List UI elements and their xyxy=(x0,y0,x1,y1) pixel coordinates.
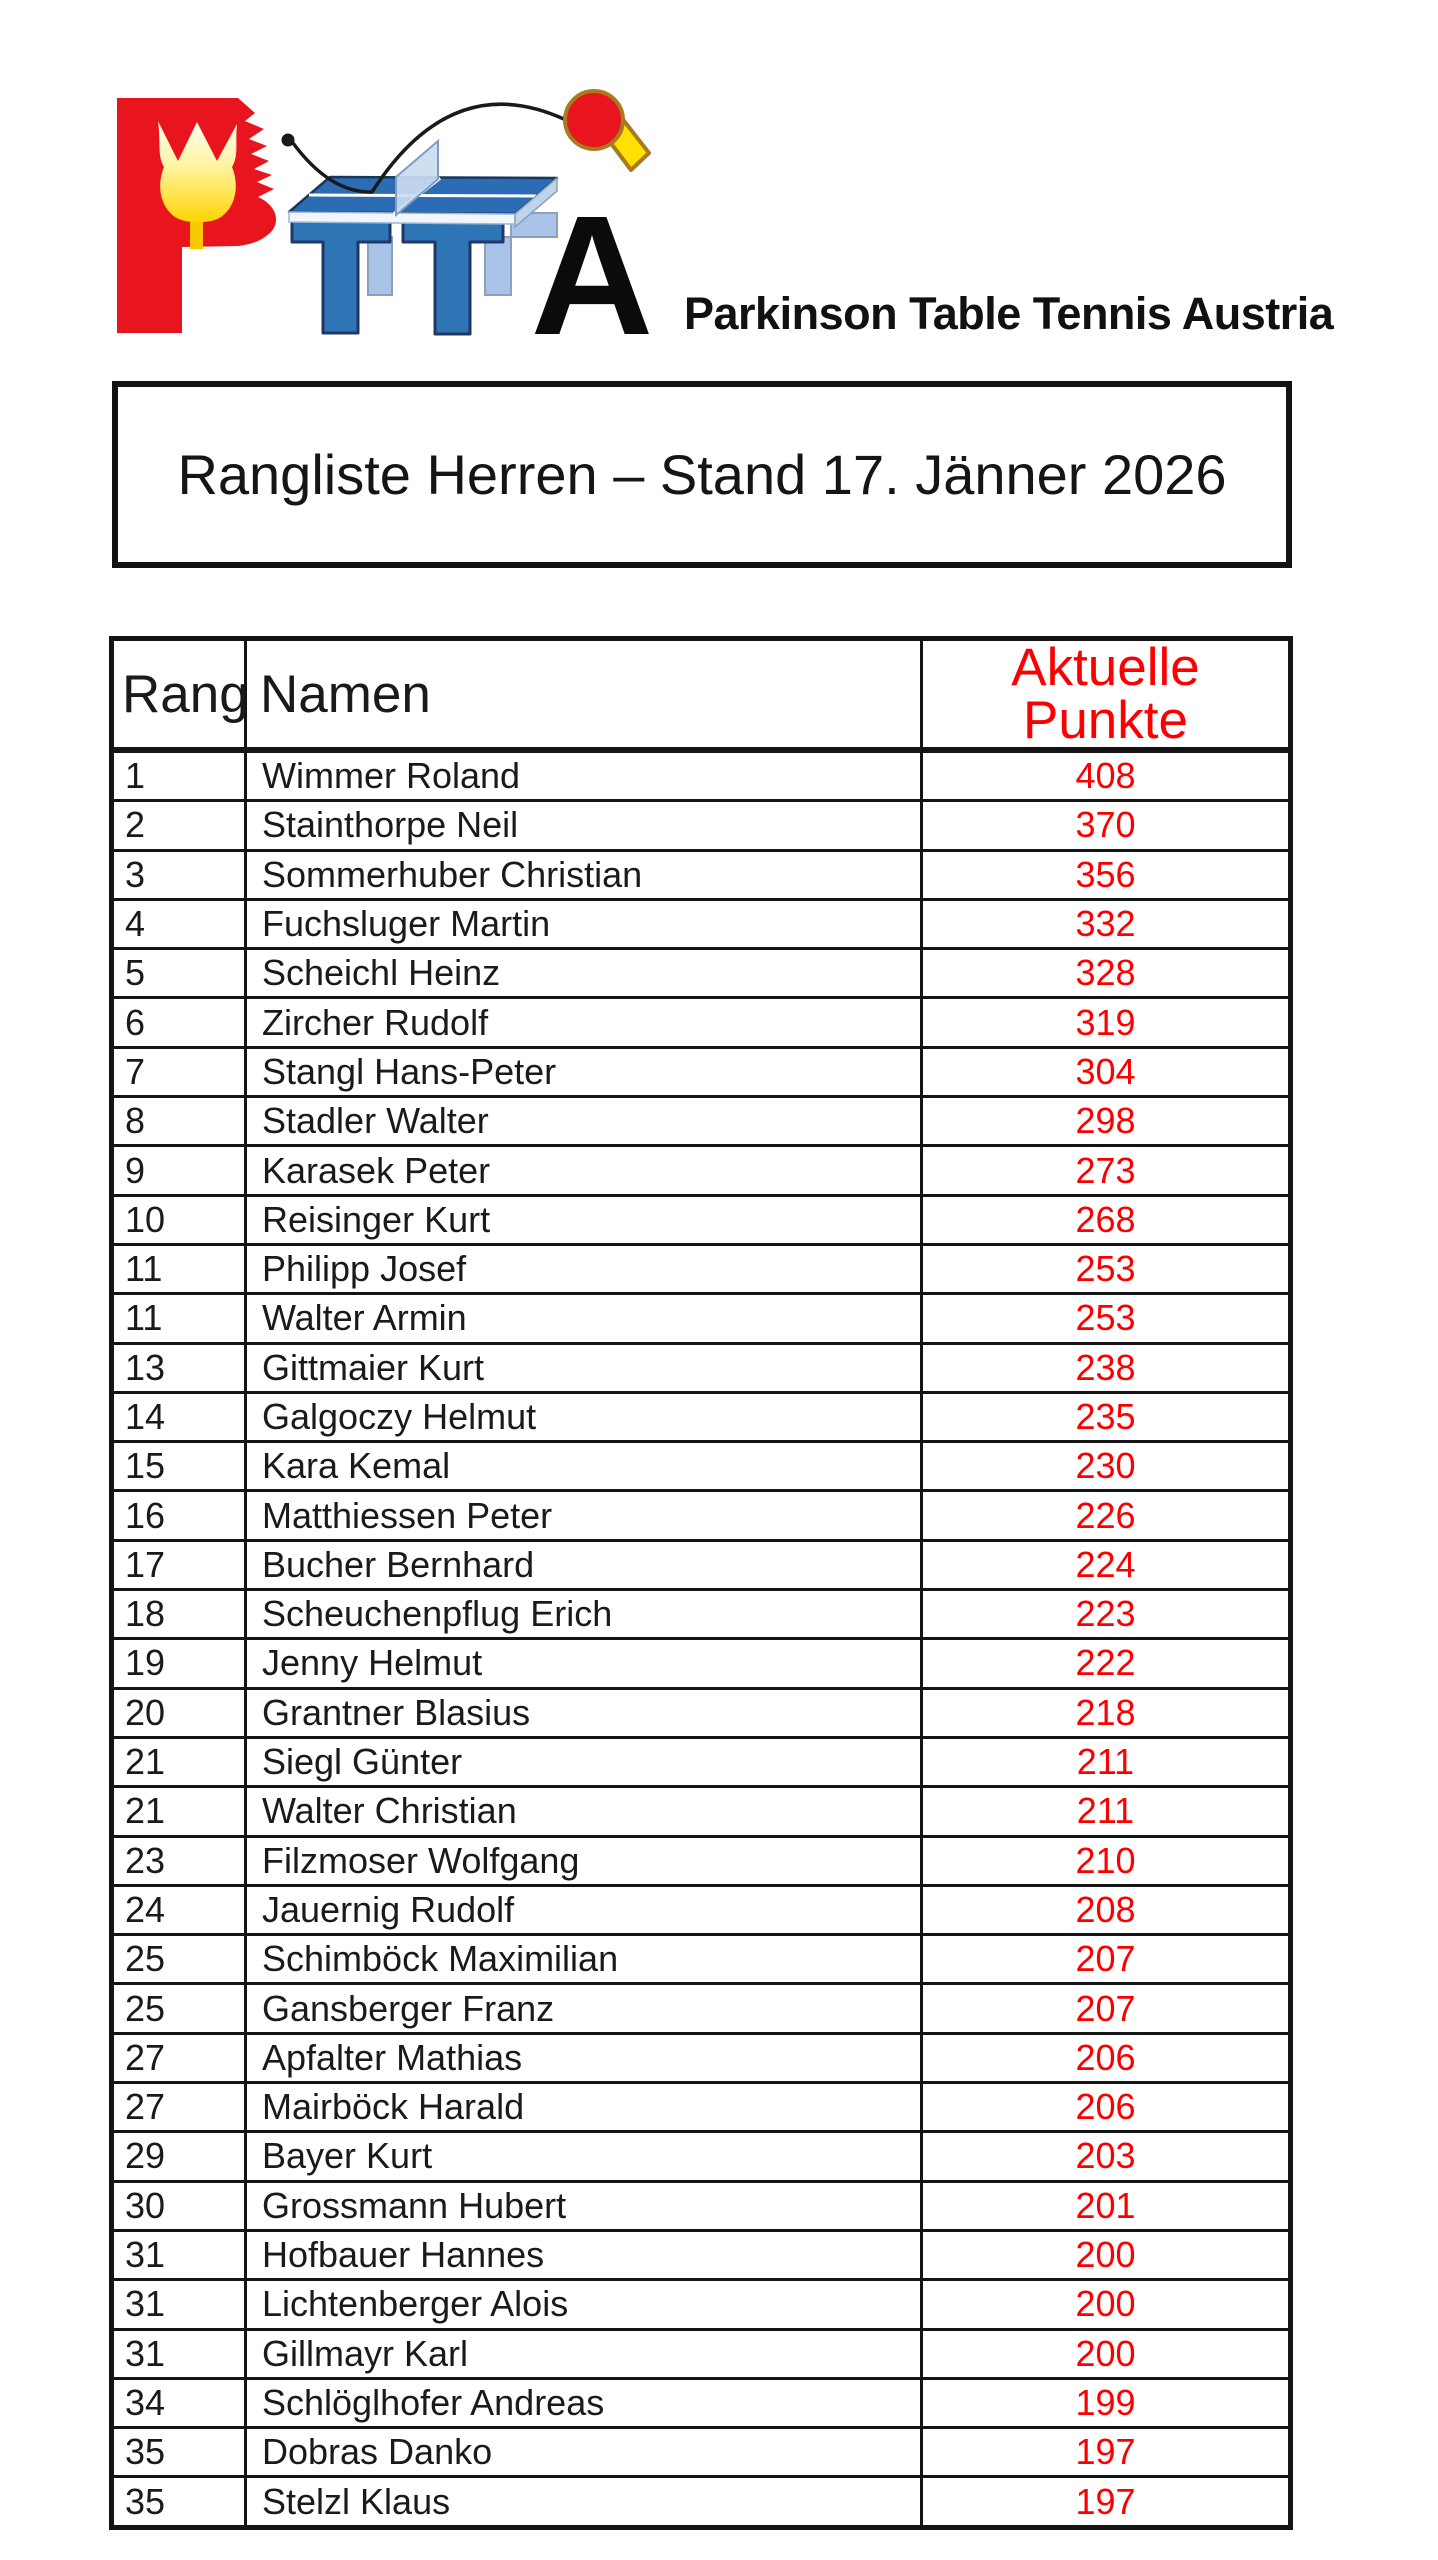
rank-cell: 11 xyxy=(112,1244,246,1293)
rank-cell: 9 xyxy=(112,1146,246,1195)
table-row xyxy=(112,2083,1291,2132)
points-cell: 203 xyxy=(922,2132,1291,2181)
points-cell: 222 xyxy=(922,1639,1291,1688)
points-cell: 235 xyxy=(922,1392,1291,1441)
points-cell: 224 xyxy=(922,1540,1291,1589)
name-cell: Siegl Günter xyxy=(246,1737,922,1786)
table-row xyxy=(112,2132,1291,2181)
points-cell: 207 xyxy=(922,1984,1291,2033)
rank-cell: 35 xyxy=(112,2477,246,2527)
name-cell: Stangl Hans-Peter xyxy=(246,1047,922,1096)
rank-cell: 15 xyxy=(112,1442,246,1491)
points-cell: 253 xyxy=(922,1244,1291,1293)
table-row xyxy=(112,1244,1291,1293)
rank-cell: 11 xyxy=(112,1294,246,1343)
name-cell: Bayer Kurt xyxy=(246,2132,922,2181)
name-cell: Gittmaier Kurt xyxy=(246,1343,922,1392)
points-cell: 218 xyxy=(922,1688,1291,1737)
name-cell: Gillmayr Karl xyxy=(246,2329,922,2378)
table-row xyxy=(112,1146,1291,1195)
table-row xyxy=(112,1639,1291,1688)
table-row xyxy=(112,2181,1291,2230)
points-cell: 268 xyxy=(922,1195,1291,1244)
table-row xyxy=(112,2033,1291,2082)
rank-cell: 10 xyxy=(112,1195,246,1244)
ranking-table-body xyxy=(112,750,1291,2527)
rank-cell: 30 xyxy=(112,2181,246,2230)
table-row xyxy=(112,1097,1291,1146)
name-cell: Hofbauer Hannes xyxy=(246,2230,922,2279)
rank-cell: 6 xyxy=(112,998,246,1047)
rank-cell: 5 xyxy=(112,949,246,998)
rank-cell: 29 xyxy=(112,2132,246,2181)
rank-cell: 17 xyxy=(112,1540,246,1589)
name-cell: Zircher Rudolf xyxy=(246,998,922,1047)
table-header-row xyxy=(112,639,1291,751)
rank-cell: 35 xyxy=(112,2428,246,2477)
ranking-table xyxy=(109,636,1293,2530)
points-cell: 226 xyxy=(922,1491,1291,1540)
rank-cell: 14 xyxy=(112,1392,246,1441)
rank-cell: 25 xyxy=(112,1935,246,1984)
table-row xyxy=(112,1590,1291,1639)
table-row xyxy=(112,1737,1291,1786)
table-row xyxy=(112,2378,1291,2427)
points-cell: 206 xyxy=(922,2033,1291,2082)
table-row xyxy=(112,899,1291,948)
name-cell: Jenny Helmut xyxy=(246,1639,922,1688)
name-cell: Schlöglhofer Andreas xyxy=(246,2378,922,2427)
name-cell: Gansberger Franz xyxy=(246,1984,922,2033)
table-row xyxy=(112,2477,1291,2527)
rank-cell: 19 xyxy=(112,1639,246,1688)
name-cell: Lichtenberger Alois xyxy=(246,2280,922,2329)
page-title: Rangliste Herren – Stand 17. Jänner 2026 xyxy=(177,443,1227,506)
rank-cell: 25 xyxy=(112,1984,246,2033)
rank-cell: 13 xyxy=(112,1343,246,1392)
points-cell: 253 xyxy=(922,1294,1291,1343)
name-cell: Wimmer Roland xyxy=(246,750,922,801)
column-header-rang: Rang xyxy=(112,639,246,751)
column-header-aktuelle-punkte: Aktuelle Punkte xyxy=(922,639,1291,751)
rank-cell: 20 xyxy=(112,1688,246,1737)
table-row xyxy=(112,2329,1291,2378)
name-cell: Walter Armin xyxy=(246,1294,922,1343)
name-cell: Grantner Blasius xyxy=(246,1688,922,1737)
points-cell: 332 xyxy=(922,899,1291,948)
table-row xyxy=(112,2230,1291,2279)
rank-cell: 34 xyxy=(112,2378,246,2427)
rank-cell: 23 xyxy=(112,1836,246,1885)
name-cell: Stelzl Klaus xyxy=(246,2477,922,2527)
rank-cell: 4 xyxy=(112,899,246,948)
table-row xyxy=(112,1392,1291,1441)
table-row xyxy=(112,1294,1291,1343)
table-row xyxy=(112,1935,1291,1984)
name-cell: Matthiessen Peter xyxy=(246,1491,922,1540)
table-row xyxy=(112,1195,1291,1244)
table-row xyxy=(112,1885,1291,1934)
points-cell: 223 xyxy=(922,1590,1291,1639)
brand-text: Parkinson Table Tennis Austria xyxy=(684,288,1334,339)
rank-cell: 3 xyxy=(112,850,246,899)
ptta-logo xyxy=(100,85,660,340)
ball-icon xyxy=(282,134,295,147)
name-cell: Jauernig Rudolf xyxy=(246,1885,922,1934)
table-row xyxy=(112,949,1291,998)
name-cell: Walter Christian xyxy=(246,1787,922,1836)
table-row xyxy=(112,1984,1291,2033)
letter-a: A xyxy=(530,181,654,340)
table-row xyxy=(112,850,1291,899)
points-cell: 201 xyxy=(922,2181,1291,2230)
rank-cell: 24 xyxy=(112,1885,246,1934)
table-row xyxy=(112,2428,1291,2477)
rank-cell: 31 xyxy=(112,2329,246,2378)
points-cell: 197 xyxy=(922,2477,1291,2527)
table-row xyxy=(112,1540,1291,1589)
points-cell: 356 xyxy=(922,850,1291,899)
column-header-namen: Namen xyxy=(246,639,922,751)
points-cell: 197 xyxy=(922,2428,1291,2477)
name-cell: Filzmoser Wolfgang xyxy=(246,1836,922,1885)
table-row xyxy=(112,1047,1291,1096)
table-row xyxy=(112,1787,1291,1836)
rank-cell: 2 xyxy=(112,801,246,850)
name-cell: Dobras Danko xyxy=(246,2428,922,2477)
table-row xyxy=(112,1491,1291,1540)
name-cell: Karasek Peter xyxy=(246,1146,922,1195)
points-cell: 200 xyxy=(922,2230,1291,2279)
name-cell: Fuchsluger Martin xyxy=(246,899,922,948)
rank-cell: 31 xyxy=(112,2230,246,2279)
name-cell: Scheichl Heinz xyxy=(246,949,922,998)
points-cell: 208 xyxy=(922,1885,1291,1934)
name-cell: Bucher Bernhard xyxy=(246,1540,922,1589)
name-cell: Galgoczy Helmut xyxy=(246,1392,922,1441)
table-row xyxy=(112,1343,1291,1392)
points-cell: 298 xyxy=(922,1097,1291,1146)
points-cell: 206 xyxy=(922,2083,1291,2132)
points-cell: 211 xyxy=(922,1737,1291,1786)
name-cell: Kara Kemal xyxy=(246,1442,922,1491)
table-row xyxy=(112,2280,1291,2329)
name-cell: Scheuchenpflug Erich xyxy=(246,1590,922,1639)
points-cell: 273 xyxy=(922,1146,1291,1195)
rank-cell: 31 xyxy=(112,2280,246,2329)
table-row xyxy=(112,1442,1291,1491)
points-cell: 200 xyxy=(922,2280,1291,2329)
rank-cell: 1 xyxy=(112,750,246,801)
table-row xyxy=(112,998,1291,1047)
points-cell: 370 xyxy=(922,801,1291,850)
rank-cell: 27 xyxy=(112,2083,246,2132)
name-cell: Philipp Josef xyxy=(246,1244,922,1293)
rank-cell: 16 xyxy=(112,1491,246,1540)
rank-cell: 21 xyxy=(112,1737,246,1786)
paddle-icon xyxy=(565,91,649,170)
points-cell: 238 xyxy=(922,1343,1291,1392)
points-cell: 210 xyxy=(922,1836,1291,1885)
name-cell: Schimböck Maximilian xyxy=(246,1935,922,1984)
rank-cell: 18 xyxy=(112,1590,246,1639)
points-cell: 230 xyxy=(922,1442,1291,1491)
name-cell: Reisinger Kurt xyxy=(246,1195,922,1244)
table-row xyxy=(112,750,1291,801)
points-cell: 207 xyxy=(922,1935,1291,1984)
table-tennis-table-icon xyxy=(289,141,557,334)
rank-cell: 27 xyxy=(112,2033,246,2082)
name-cell: Stainthorpe Neil xyxy=(246,801,922,850)
points-cell: 328 xyxy=(922,949,1291,998)
points-cell: 211 xyxy=(922,1787,1291,1836)
rank-cell: 8 xyxy=(112,1097,246,1146)
table-row xyxy=(112,1688,1291,1737)
table-row xyxy=(112,1836,1291,1885)
name-cell: Apfalter Mathias xyxy=(246,2033,922,2082)
points-cell: 408 xyxy=(922,750,1291,801)
title-banner xyxy=(112,381,1292,568)
points-cell: 304 xyxy=(922,1047,1291,1096)
name-cell: Grossmann Hubert xyxy=(246,2181,922,2230)
table-row xyxy=(112,801,1291,850)
name-cell: Mairböck Harald xyxy=(246,2083,922,2132)
rank-cell: 21 xyxy=(112,1787,246,1836)
name-cell: Sommerhuber Christian xyxy=(246,850,922,899)
name-cell: Stadler Walter xyxy=(246,1097,922,1146)
points-cell: 319 xyxy=(922,998,1291,1047)
rank-cell: 7 xyxy=(112,1047,246,1096)
points-cell: 200 xyxy=(922,2329,1291,2378)
points-cell: 199 xyxy=(922,2378,1291,2427)
